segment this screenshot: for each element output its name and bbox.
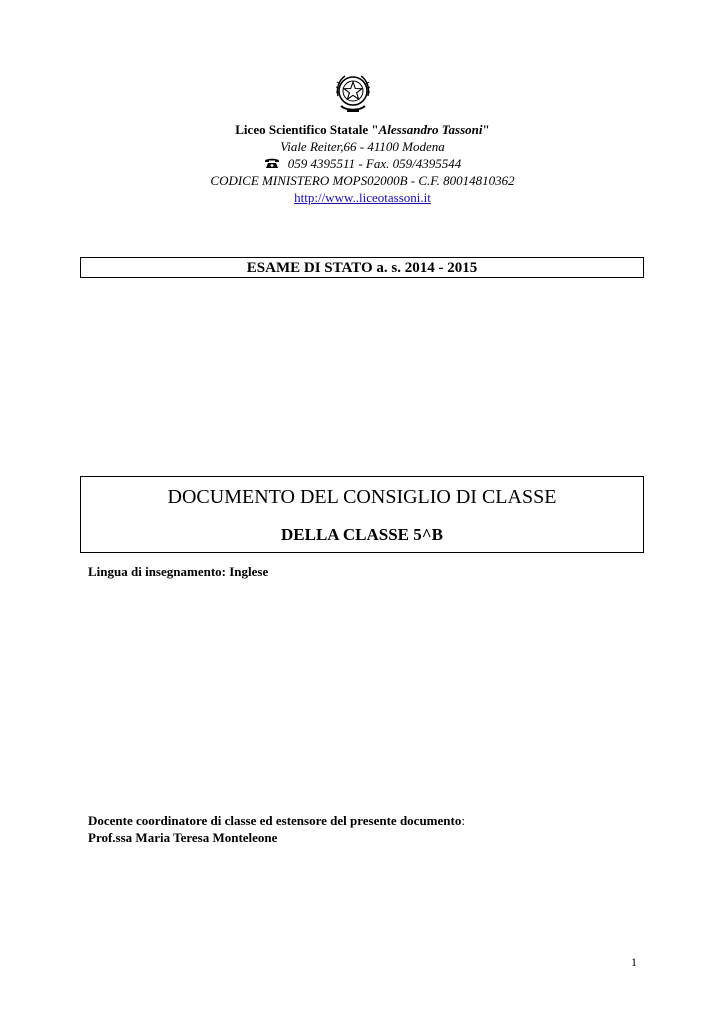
exam-year-text: ESAME DI STATO a. s. 2014 - 2015 <box>246 260 478 276</box>
school-phone-line <box>0 155 725 172</box>
school-phone: 059 4395511 - Fax. 059/4395544 <box>287 156 462 171</box>
document-class: DELLA CLASSE 5^B <box>281 525 443 544</box>
coordinator-label: Docente coordinatore di classe ed estensore del presente documento <box>88 813 462 828</box>
school-address: Viale Reiter,66 - 41100 Modena <box>280 139 445 154</box>
school-website-link[interactable]: http://www..liceotassoni.it <box>294 190 431 205</box>
page-number: 1 <box>631 955 637 969</box>
school-name-line: Liceo Scientifico Statale "Alessandro Tassoni" <box>235 122 490 137</box>
school-codes: CODICE MINISTERO MOPS02000B - C.F. 80014810362 <box>210 173 515 188</box>
document-title: DOCUMENTO DEL CONSIGLIO DI CLASSE <box>167 486 557 508</box>
document-title-box <box>80 476 644 553</box>
school-header <box>0 121 725 206</box>
italian-republic-emblem-icon <box>333 70 373 116</box>
coordinator-colon: : <box>461 813 465 828</box>
coordinator-name: Prof.ssa Maria Teresa Monteleone <box>88 830 278 845</box>
telephone-icon <box>264 157 280 169</box>
teaching-language: Lingua di insegnamento: Inglese <box>88 564 269 579</box>
coordinator-block <box>88 812 465 846</box>
school-name: Alessandro Tassoni <box>378 122 483 137</box>
exam-year-box <box>80 257 644 278</box>
